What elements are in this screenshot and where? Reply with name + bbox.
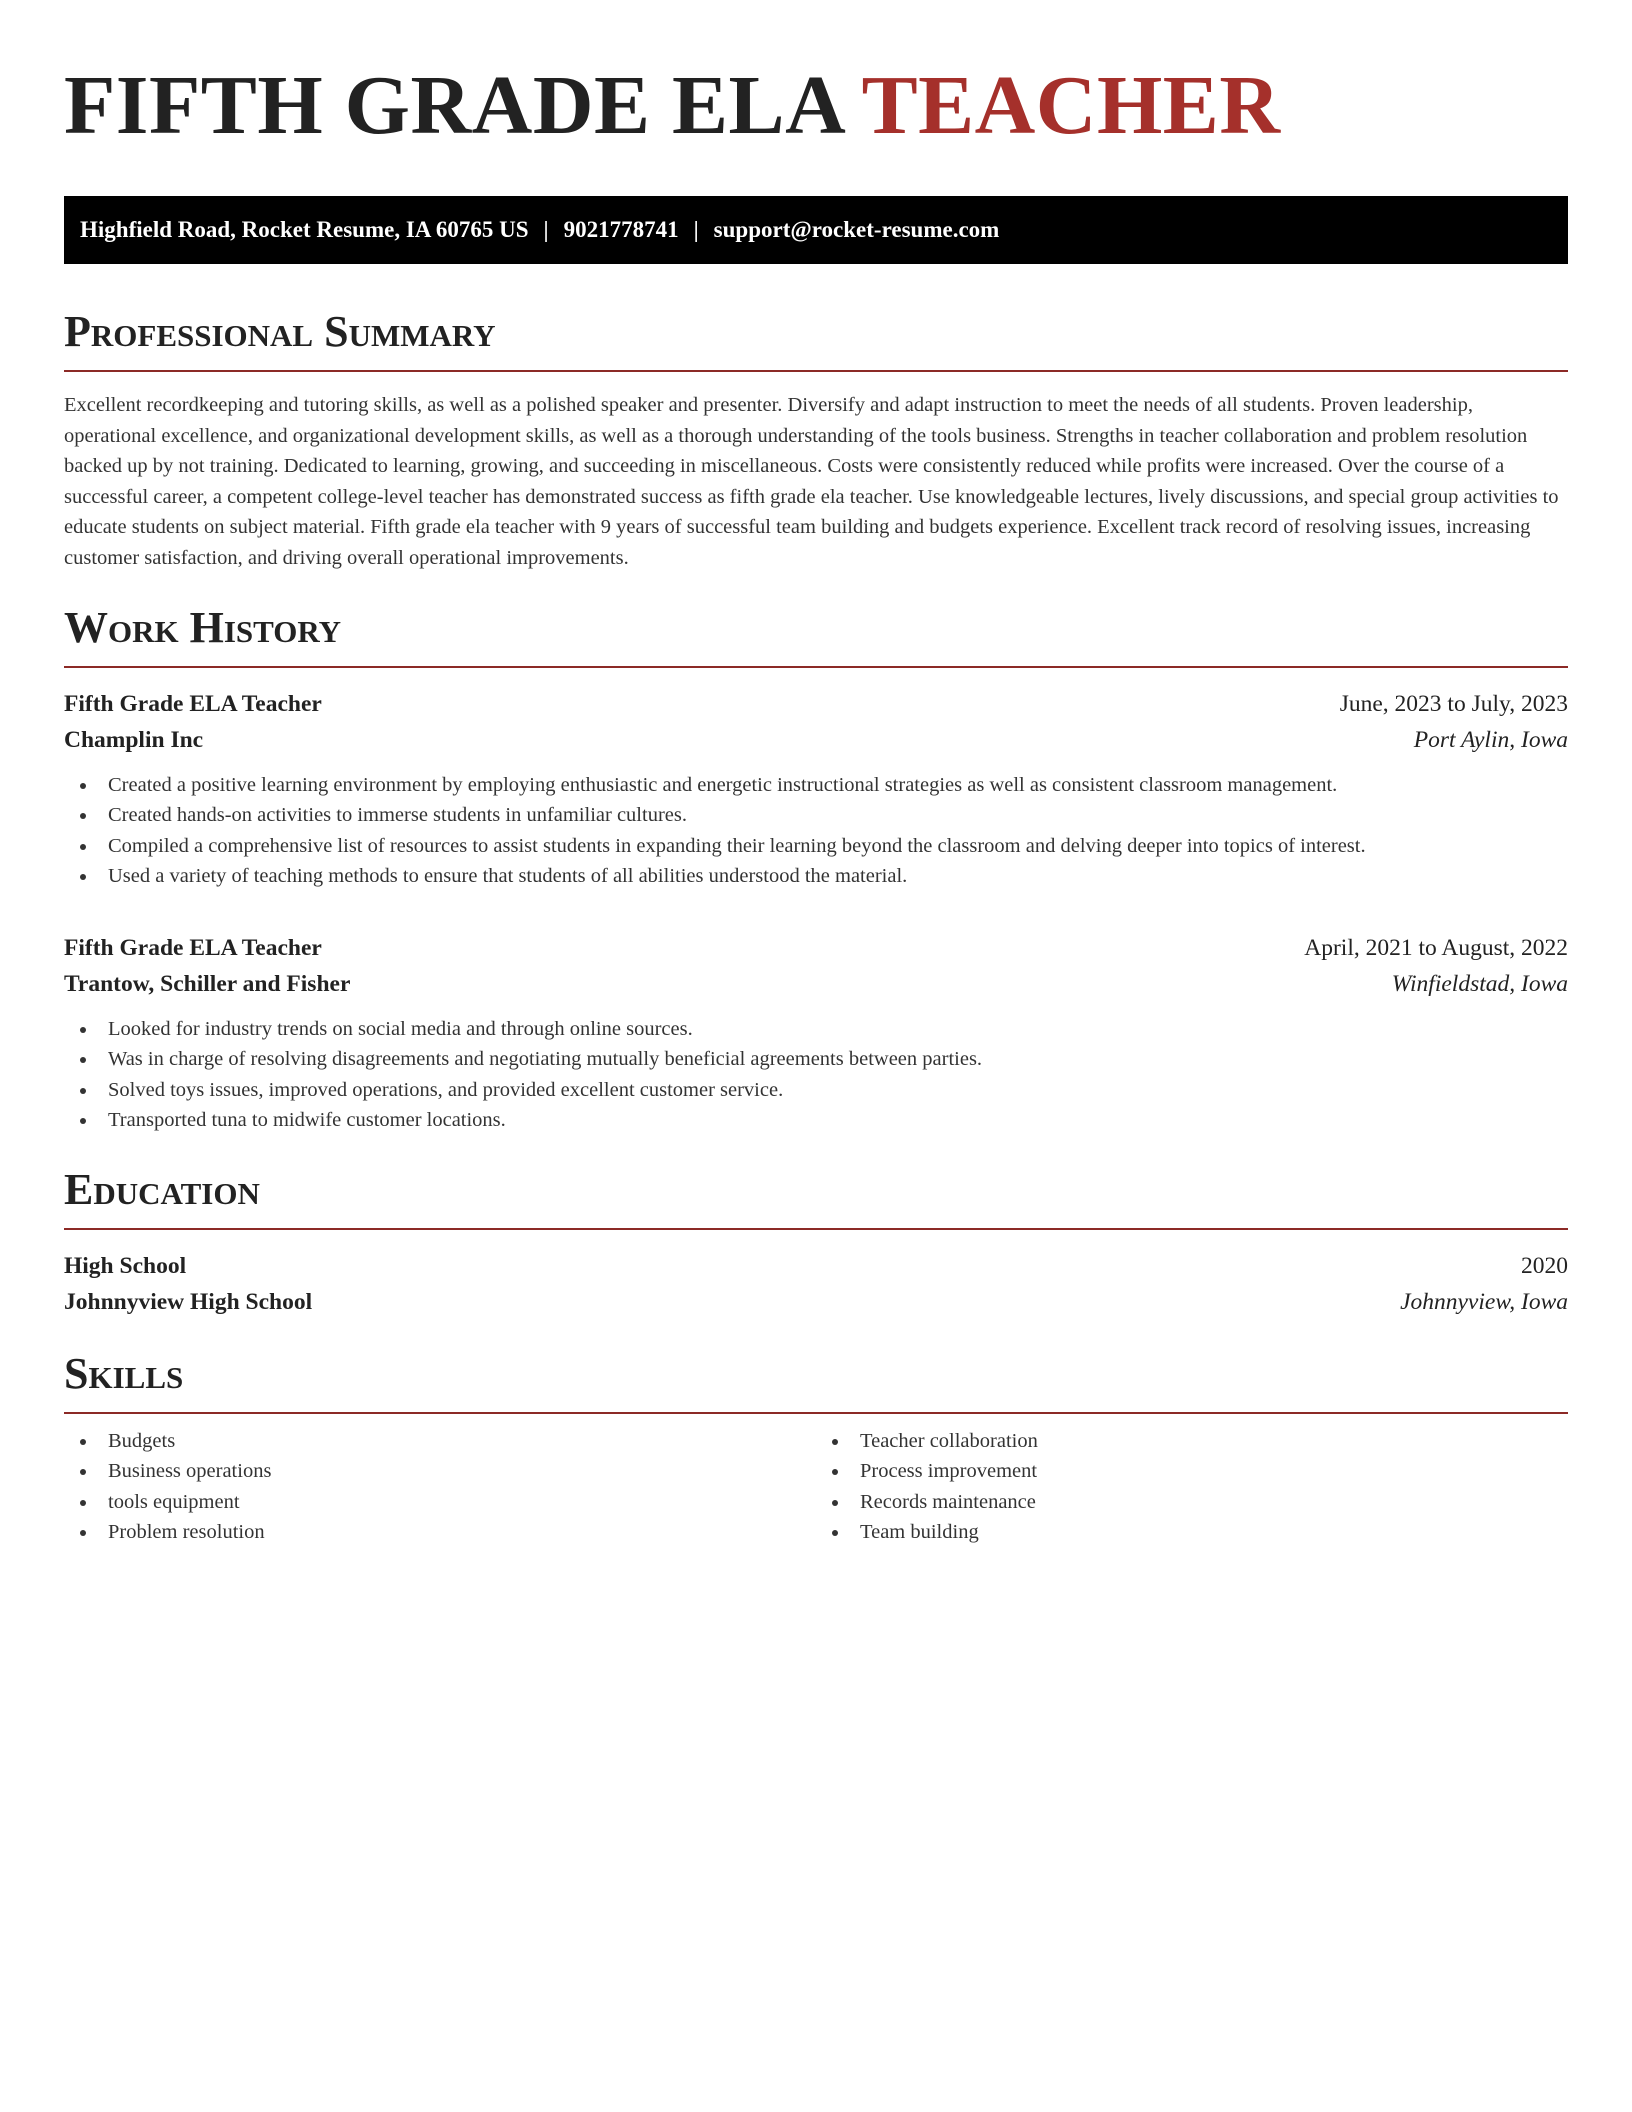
job-company-row [64,966,1568,1002]
work-history-heading: Work History [64,604,1568,668]
summary-heading: Professional Summary [64,308,1568,372]
summary-section [64,308,1568,574]
job-bullets [64,770,1568,892]
job-location: Winfieldstad, Iowa [1391,970,1568,997]
job-bullet: Solved toys issues, improved operations, and provided excellent customer service. [80,1075,1568,1106]
job-title: Fifth Grade ELA Teacher [64,934,322,961]
job-company: Trantow, Schiller and Fisher [64,970,351,997]
skill-item: Budgets [80,1426,816,1457]
education-school-row [64,1284,1568,1320]
education-school: Johnnyview High School [64,1288,313,1315]
job-bullet: Created hands-on activities to immerse students in unfamiliar cultures. [80,800,1568,831]
education-location: Johnnyview, Iowa [1400,1288,1568,1315]
job-location: Port Aylin, Iowa [1413,726,1568,753]
education-entry [64,1248,1568,1320]
title-main: FIFTH GRADE ELA [64,59,842,152]
job-company-row [64,722,1568,758]
education-section [64,1166,1568,1320]
education-heading: Education [64,1166,1568,1230]
skills-column-right [816,1426,1568,1548]
summary-text: Excellent recordkeeping and tutoring skills, as well as a polished speaker and presenter. Diversify and adapt instruction to meet the needs of all students. Proven leadership, operational excellence, and organizational development skills, as well as a thorough understanding of the tools business. Strengths in teacher collaboration and problem resolution backed up by not training. Dedicated to learning, growing, and succeeding in miscellaneous. Costs were consistently reduced while profits were increased. Over the course of a successful career, a competent college-level teacher has demonstrated success as fifth grade ela teacher. Use knowledgeable lectures, lively discussions, and special group activities to educate students on subject material. Fifth grade ela teacher with 9 years of successful team building and budgets experience. Excellent track record of resolving issues, increasing customer satisfaction, and driving overall operational improvements. [64,394,1559,569]
contact-email: support@rocket-resume.com [713,217,1000,242]
contact-phone: 9021778741 [563,217,679,242]
education-degree-row [64,1248,1568,1284]
skill-item: Problem resolution [80,1517,816,1548]
education-year: 2020 [1521,1252,1568,1279]
contact-separator: | [693,217,699,242]
job-entry [64,686,1568,892]
skill-item: Business operations [80,1456,816,1487]
job-bullet: Compiled a comprehensive list of resources to assist students in expanding their learning beyond the classroom and delving deeper into topics of interest. [80,831,1568,862]
skill-item: Records maintenance [832,1487,1568,1518]
job-dates: June, 2023 to July, 2023 [1339,690,1568,717]
contact-separator: | [543,217,549,242]
work-history-section [64,604,1568,1136]
title-accent: TEACHER [861,59,1281,152]
skill-item: Team building [832,1517,1568,1548]
job-title: Fifth Grade ELA Teacher [64,690,322,717]
job-company: Champlin Inc [64,726,204,753]
job-bullet: Looked for industry trends on social media and through online sources. [80,1014,1568,1045]
job-header-row [64,930,1568,966]
contact-bar [64,196,1568,264]
job-bullet: Used a variety of teaching methods to ensure that students of all abilities understood the material. [80,861,1568,892]
skill-item: Teacher collaboration [832,1426,1568,1457]
job-bullet: Created a positive learning environment by employing enthusiastic and energetic instructional strategies as well as consistent classroom management. [80,770,1568,801]
skills-list-left [64,1426,816,1548]
job-header-row [64,686,1568,722]
education-degree: High School [64,1252,187,1279]
job-entry [64,930,1568,1136]
skill-item: Process improvement [832,1456,1568,1487]
skills-column-left [64,1426,816,1548]
job-bullet: Transported tuna to midwife customer locations. [80,1105,1568,1136]
skills-section [64,1350,1568,1548]
skill-item: tools equipment [80,1487,816,1518]
resume-title [64,56,1568,156]
skills-grid [64,1426,1568,1548]
skills-list-right [816,1426,1568,1548]
contact-address: Highfield Road, Rocket Resume, IA 60765 US [80,217,529,242]
job-dates: April, 2021 to August, 2022 [1304,934,1568,961]
job-bullet: Was in charge of resolving disagreements and negotiating mutually beneficial agreements between parties. [80,1044,1568,1075]
skills-heading: Skills [64,1350,1568,1414]
job-bullets [64,1014,1568,1136]
